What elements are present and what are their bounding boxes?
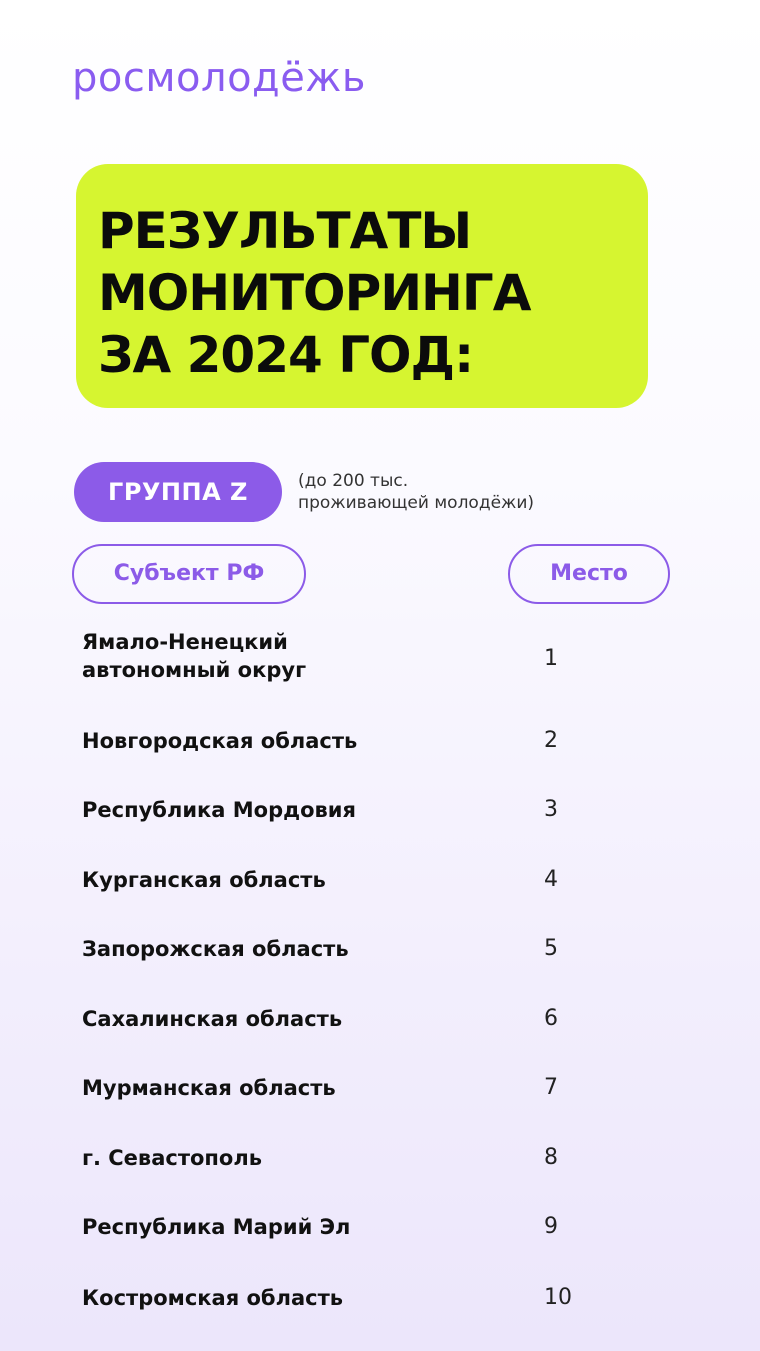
title-line-2: МОНИТОРИНГА bbox=[98, 264, 531, 322]
table-row-place: 2 bbox=[544, 728, 558, 753]
subject-name-line: Костромская область bbox=[82, 1286, 344, 1310]
table-row-place: 1 bbox=[544, 646, 558, 671]
title-line-1: РЕЗУЛЬТАТЫ bbox=[98, 202, 472, 260]
table-row-subject bbox=[82, 1213, 502, 1241]
subject-name-line: Мурманская область bbox=[82, 1076, 336, 1100]
subject-name-line: Курганская область bbox=[82, 868, 326, 892]
table-row-place: 9 bbox=[544, 1214, 558, 1239]
column-header-subject: Субъект РФ bbox=[72, 544, 306, 604]
table-row-place: 7 bbox=[544, 1075, 558, 1100]
table-row-subject bbox=[82, 727, 502, 755]
table-row-place: 5 bbox=[544, 936, 558, 961]
subject-name-line: Новгородская область bbox=[82, 729, 358, 753]
column-header-place: Место bbox=[508, 544, 670, 604]
group-note-line-2: проживающей молодёжи) bbox=[298, 493, 535, 513]
subject-name-line: Сахалинская область bbox=[82, 1007, 343, 1031]
table-row-place: 10 bbox=[544, 1285, 572, 1310]
subject-name-line: Ямало-Ненецкий bbox=[82, 630, 288, 654]
table-row-subject bbox=[82, 866, 502, 894]
group-note-line-1: (до 200 тыс. bbox=[298, 471, 409, 491]
table-row-subject bbox=[82, 1144, 502, 1172]
table-row-subject bbox=[82, 935, 502, 963]
table-row-subject bbox=[82, 796, 502, 824]
subject-name-line: автономный округ bbox=[82, 658, 307, 682]
subject-name-line: г. Севастополь bbox=[82, 1146, 263, 1170]
table-row-subject bbox=[82, 1005, 502, 1033]
table-row-place: 8 bbox=[544, 1145, 558, 1170]
table-row-place: 6 bbox=[544, 1006, 558, 1031]
table-row-place: 4 bbox=[544, 867, 558, 892]
subject-name-line: Республика Мордовия bbox=[82, 798, 357, 822]
table-row-place: 3 bbox=[544, 797, 558, 822]
table-row-subject bbox=[82, 628, 502, 684]
subject-name-line: Запорожская область bbox=[82, 937, 349, 961]
group-badge: ГРУППА Z bbox=[74, 462, 282, 522]
title-line-3: ЗА 2024 ГОД: bbox=[98, 326, 474, 384]
brand-logo: росмолодёжь bbox=[72, 55, 366, 101]
table-row-subject bbox=[82, 1284, 502, 1312]
table-row-subject bbox=[82, 1074, 502, 1102]
subject-name-line: Республика Марий Эл bbox=[82, 1215, 351, 1239]
